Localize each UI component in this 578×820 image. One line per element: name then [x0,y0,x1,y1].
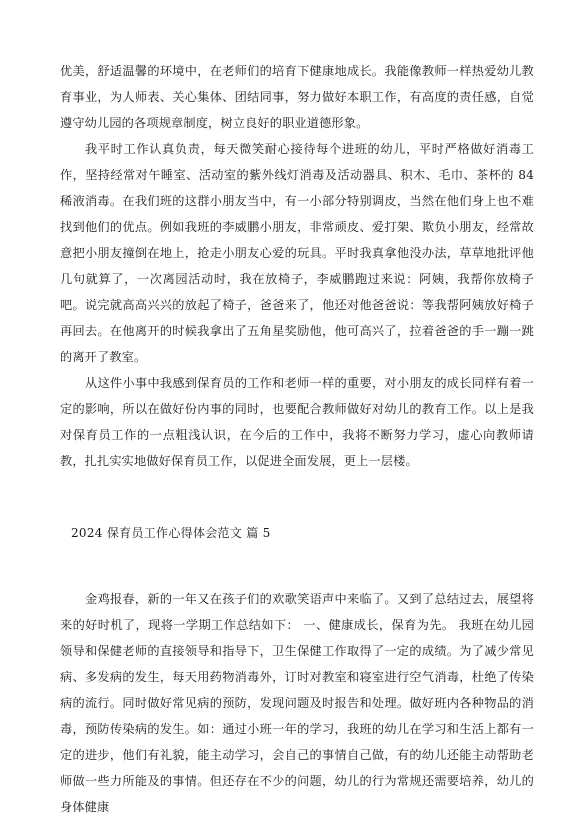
paragraph-semester-summary: 金鸡报春，新的一年又在孩子们的欢歌笑语声中来临了。又到了总结过去，展望将来的好时机了，现将一学期工作总结如下： 一、健康成长，保育为先。 我班在幼儿园领导和保健老师的直接领导和指导下，卫生保健工作取得了一定的成绩。为了减少常见病、多发病的发生，每天用药物消毒外，订时对教室和寝室进行空气消毒，杜绝了传染病的流行。同时做好常见病的预防，发现问题及时报告和处理。做好班内各种物品的消毒，预防传染病的发生。如：通过小班一年的学习，我班的幼儿在学习和生活上都有一定的进步，他们有礼貌，能主动学习，会自己的事情自己做，有的幼儿还能主动帮助老师做一些力所能及的事情。但还存在不少的问题，幼儿的行为常规还需要培养，幼儿的身体健康 [60,592,534,814]
paragraph-intro-continuation: 优美，舒适温馨的环境中，在老师们的培育下健康地成长。我能像教师一样热爱幼儿教育事业，为人师表、关心集体、团结同事，努力做好本职工作，有高度的责任感，自觉遵守幼儿园的各项规章制度，树立良好的职业道德形象。 [60,64,534,130]
section-title: 2024 保育员工作心得体会范文 篇 5 [71,526,271,540]
paragraph-daily-work: 我平时工作认真负责，每天微笑耐心接待每个进班的幼儿，平时严格做好消毒工作，坚持经常对午睡室、活动室的紫外线灯消毒及活动器具、积木、毛巾、茶杯的 84 稀液消毒。在我们班的这群小朋友当中，有一小部分特别调皮，当然在他们身上也不难找到他们的优点。例如我班的李威鹏小朋友，非常顽皮、爱打架、欺负小朋友，经常故意把小朋友撞倒在地上，抢走小朋友心爱的玩具。平时我真拿他没办法，草草地批评他几句就算了，一次离园活动时，我在放椅子，李威鹏跑过来说：阿姨，我帮你放椅子吧。说完就高高兴兴的放起了椅子，爸爸来了，他还对他爸爸说：等我帮阿姨放好椅子再回去。在他离开的时候我拿出了五角星奖励他，他可高兴了，拉着爸爸的手一蹦一跳的离开了教室。 [60,142,534,364]
paragraph-reflection: 从这件小事中我感到保育员的工作和老师一样的重要，对小朋友的成长同样有着一定的影响，所以在做好份内事的同时，也要配合教师做好对幼儿的教育工作。以上是我对保育员工作的一点粗浅认识，在今后的工作中，我将不断努力学习，虚心向教师请教，扎扎实实地做好保育员工作，以促进全面发展，更上一层楼。 [60,376,534,468]
